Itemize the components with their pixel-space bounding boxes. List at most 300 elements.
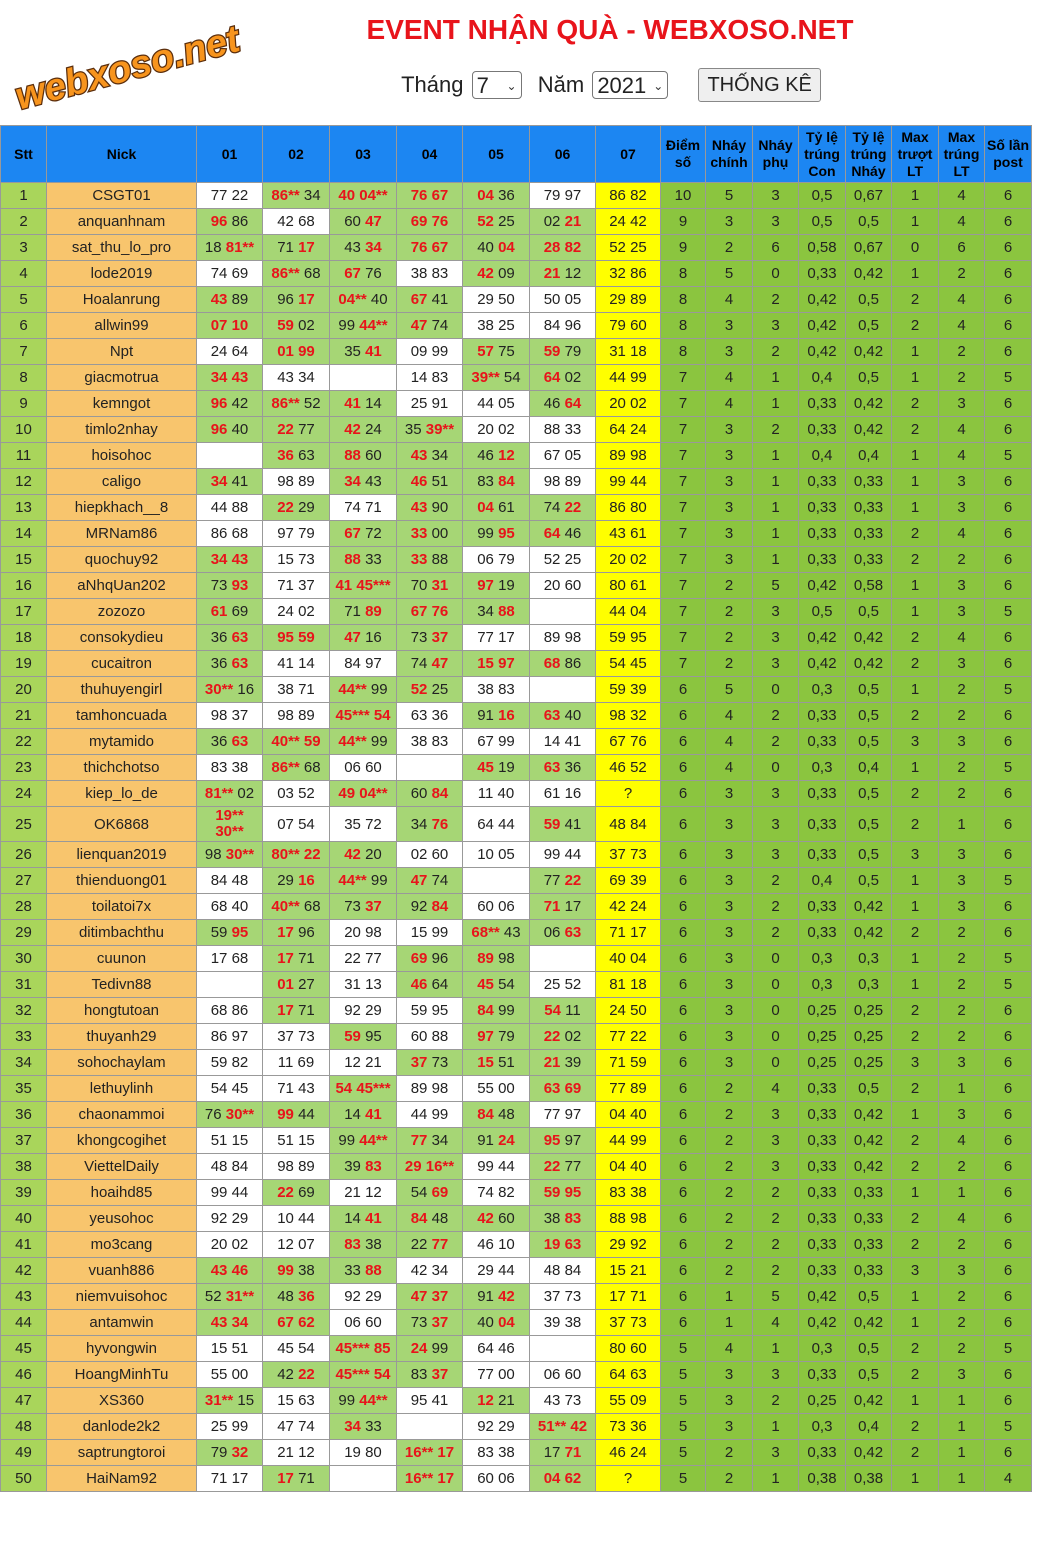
day-cell [463, 651, 530, 677]
stat-cell: 1 [892, 972, 939, 998]
number-pair: 99 [543, 846, 561, 863]
site-logo[interactable] [2, 6, 245, 119]
stat-cell: 6 [661, 677, 706, 703]
day-cell [330, 946, 397, 972]
day-cell [596, 1206, 661, 1232]
day-cell [397, 313, 463, 339]
number-pair: 19 [344, 1444, 361, 1461]
day-cell [330, 235, 397, 261]
number-pair: 77 [298, 421, 315, 438]
day-cell [530, 469, 596, 495]
stat-cell: 2 [892, 287, 939, 313]
day-cell [463, 339, 530, 365]
number-pair: 62 [298, 1314, 315, 1331]
day-cell [397, 781, 463, 807]
stat-cell: 5 [985, 365, 1032, 391]
number-pair: 34 [431, 447, 449, 464]
day-cell [330, 313, 397, 339]
number-pair: 48 [498, 1106, 515, 1123]
row-stt: 44 [1, 1310, 47, 1336]
stat-cell: 3 [939, 391, 985, 417]
stat-cell: 2 [706, 1128, 753, 1154]
day-cell [463, 1362, 530, 1388]
day-cell [530, 1414, 596, 1440]
day-cell [530, 755, 596, 781]
row-stt: 12 [1, 469, 47, 495]
number-pair: 99 [431, 343, 449, 360]
stat-cell: 0,5 [846, 868, 892, 894]
number-pair: 47 [365, 213, 382, 230]
day-cell [596, 807, 661, 842]
number-pair: 39 [630, 681, 647, 698]
number-pair: 85 [373, 1340, 391, 1357]
table-row [1, 1336, 1032, 1362]
number-pair: 71 [609, 1054, 626, 1071]
stat-cell: 1 [753, 547, 799, 573]
number-pair: 40 [231, 421, 249, 438]
row-stt: 42 [1, 1258, 47, 1284]
day-cell [596, 946, 661, 972]
day-cell [397, 894, 463, 920]
number-pair: 79 [609, 317, 626, 334]
stat-cell: 2 [753, 868, 799, 894]
number-pair: 77 [564, 1158, 582, 1175]
number-pair: 77 [543, 872, 561, 889]
number-pair: 84 [543, 317, 561, 334]
day-cell [530, 495, 596, 521]
number-pair: 24 [410, 1340, 428, 1357]
day-cell [330, 365, 397, 391]
number-pair: 54 [498, 976, 515, 993]
number-pair: 04** [338, 291, 367, 308]
row-nick: HoangMinhTu [47, 1362, 197, 1388]
day-cell [397, 365, 463, 391]
number-pair: 88 [365, 1262, 382, 1279]
stat-cell: 6 [661, 894, 706, 920]
number-pair: 80 [609, 577, 626, 594]
number-pair: 37 [365, 898, 382, 915]
day-cell [330, 920, 397, 946]
number-pair: 25 [543, 976, 561, 993]
stat-cell: 3 [939, 1102, 985, 1128]
column-header: 02 [263, 126, 330, 183]
day-cell [197, 1388, 263, 1414]
stat-cell: 1 [892, 1180, 939, 1206]
stat-cell: 2 [939, 1154, 985, 1180]
number-pair: 67 [277, 1314, 294, 1331]
table-row [1, 365, 1032, 391]
stat-cell: 3 [939, 729, 985, 755]
stat-cell: 3 [753, 842, 799, 868]
row-stt: 50 [1, 1466, 47, 1492]
number-pair: 04 [609, 1158, 626, 1175]
number-pair: 63 [630, 1366, 647, 1383]
stat-cell: 0,33 [799, 547, 846, 573]
stat-cell: 0,38 [846, 1466, 892, 1492]
number-pair: 67 [344, 265, 361, 282]
row-nick: vuanh886 [47, 1258, 197, 1284]
page-title: EVENT NHẬN QUÀ - WEBXOSO.NET [366, 14, 854, 45]
day-cell [197, 521, 263, 547]
stat-cell: 3 [753, 651, 799, 677]
stat-cell: 6 [661, 1284, 706, 1310]
number-pair: 02 [231, 1236, 249, 1253]
stat-cell: 5 [985, 868, 1032, 894]
day-cell [197, 1154, 263, 1180]
number-pair: 83 [431, 733, 449, 750]
stat-cell: 0,5 [846, 807, 892, 842]
number-pair: 88 [498, 603, 515, 620]
number-pair: 71 [277, 239, 294, 256]
number-pair: 99 [370, 733, 388, 750]
stat-cell: 1 [892, 443, 939, 469]
number-pair: 02 [564, 1028, 582, 1045]
stats-button[interactable]: THỐNG KÊ [698, 68, 820, 102]
day-cell [596, 547, 661, 573]
stat-cell: 4 [939, 625, 985, 651]
stat-cell: 9 [661, 235, 706, 261]
number-pair: 98 [609, 707, 626, 724]
day-cell [596, 781, 661, 807]
number-pair: 68 [303, 265, 321, 282]
day-cell [596, 868, 661, 894]
number-pair: 69 [609, 872, 626, 889]
day-cell [596, 313, 661, 339]
number-pair: 07 [277, 815, 294, 833]
table-header-row [1, 126, 1032, 183]
number-pair: 02 [498, 421, 515, 438]
number-pair: 86 [231, 213, 249, 230]
number-pair: 88 [431, 551, 449, 568]
day-cell [397, 1440, 463, 1466]
number-pair: 21 [277, 1444, 294, 1461]
stat-cell: 0,42 [846, 1128, 892, 1154]
day-cell [263, 1076, 330, 1102]
stat-cell: 3 [892, 729, 939, 755]
number-pair: 99 [277, 1106, 294, 1123]
number-pair: 54 [410, 1184, 428, 1201]
day-cell [530, 1388, 596, 1414]
number-pair: 41 [365, 1210, 382, 1227]
number-pair: 76 [630, 733, 647, 750]
number-pair: 39 [630, 872, 647, 889]
number-pair: 55 [477, 1080, 494, 1097]
stat-cell: 6 [985, 729, 1032, 755]
number-pair: 02 [543, 213, 561, 230]
day-cell [463, 1024, 530, 1050]
number-pair: 77 [365, 950, 382, 967]
row-nick: tamhoncuada [47, 703, 197, 729]
number-pair: 14 [344, 1106, 361, 1123]
number-pair: 71 [543, 898, 561, 915]
day-cell [596, 1024, 661, 1050]
number-pair: 86 [210, 1028, 228, 1045]
day-cell [463, 972, 530, 998]
number-pair: 17 [277, 950, 294, 967]
day-cell [330, 729, 397, 755]
day-cell [530, 261, 596, 287]
row-nick: kiep_lo_de [47, 781, 197, 807]
number-pair: 74 [410, 655, 428, 672]
stat-cell: 0,3 [799, 946, 846, 972]
number-pair: 73 [431, 1054, 449, 1071]
day-cell [263, 391, 330, 417]
number-pair: 17 [609, 1288, 626, 1305]
day-cell [197, 1076, 263, 1102]
number-pair: 51 [498, 1054, 515, 1071]
stat-cell: 0,42 [846, 651, 892, 677]
number-pair: 77 [609, 1080, 626, 1097]
stat-cell: 6 [985, 1180, 1032, 1206]
number-pair: 88 [431, 1028, 449, 1045]
number-pair: 41 [431, 1392, 449, 1409]
number-pair: 60 [431, 846, 449, 863]
number-pair: 06 [543, 1366, 561, 1383]
number-pair: 68 [231, 525, 249, 542]
number-pair: 50 [543, 291, 561, 308]
table-row [1, 339, 1032, 365]
stat-cell: 6 [985, 209, 1032, 235]
number-pair: 47 [431, 655, 449, 672]
number-pair: 40** [271, 898, 300, 915]
number-pair: 30** [225, 1106, 255, 1123]
day-cell [197, 1024, 263, 1050]
stat-cell: 1 [753, 365, 799, 391]
number-pair: 20 [210, 1236, 228, 1253]
column-header: Điểm số [661, 126, 706, 183]
number-pair: 22 [543, 1028, 561, 1045]
number-pair: 84 [477, 1106, 494, 1123]
row-stt: 4 [1, 261, 47, 287]
number-pair: 98 [630, 1210, 647, 1227]
day-cell [197, 1258, 263, 1284]
number-pair: 74 [210, 265, 228, 282]
day-cell [197, 868, 263, 894]
day-cell [596, 729, 661, 755]
stat-cell: 0,42 [846, 920, 892, 946]
day-cell [197, 1206, 263, 1232]
day-cell [530, 1284, 596, 1310]
stat-cell: 7 [661, 443, 706, 469]
stat-cell: 5 [661, 1336, 706, 1362]
number-pair: 68 [303, 759, 321, 776]
day-cell [330, 573, 397, 599]
day-cell [530, 625, 596, 651]
number-pair: 20 [543, 577, 561, 594]
number-pair: 41 [564, 733, 582, 750]
stat-cell: 2 [939, 703, 985, 729]
stat-cell: 1 [892, 599, 939, 625]
stat-cell: 4 [985, 1466, 1032, 1492]
number-pair: 88 [543, 421, 561, 438]
day-cell [463, 894, 530, 920]
year-select[interactable] [592, 71, 668, 99]
number-pair: 59 [210, 924, 228, 941]
row-nick: mytamido [47, 729, 197, 755]
number-pair: 86 [609, 187, 626, 204]
stat-cell: 6 [661, 972, 706, 998]
number-pair: 63 [298, 1392, 315, 1409]
day-cell [330, 651, 397, 677]
stat-cell: 0,5 [846, 365, 892, 391]
stat-cell: 1 [892, 495, 939, 521]
row-stt: 35 [1, 1076, 47, 1102]
day-cell [463, 625, 530, 651]
stat-cell: 0,42 [846, 1154, 892, 1180]
day-cell [596, 755, 661, 781]
day-cell [397, 495, 463, 521]
stat-cell: 0,4 [846, 1414, 892, 1440]
stat-cell: 0,25 [846, 1050, 892, 1076]
number-pair: 98 [210, 707, 228, 724]
day-cell [463, 729, 530, 755]
day-cell [463, 868, 530, 894]
day-cell [397, 1336, 463, 1362]
stat-cell: 6 [985, 287, 1032, 313]
day-cell [330, 1284, 397, 1310]
stat-cell: 2 [939, 755, 985, 781]
stat-cell: 2 [753, 1206, 799, 1232]
table-row [1, 625, 1032, 651]
stat-cell: 3 [753, 625, 799, 651]
stat-cell: 0 [753, 998, 799, 1024]
number-pair: 29 [609, 1236, 626, 1253]
day-cell [596, 183, 661, 209]
number-pair: 83 [431, 369, 449, 386]
number-pair: 60 [630, 1340, 647, 1357]
row-stt: 46 [1, 1362, 47, 1388]
day-cell [463, 417, 530, 443]
number-pair: ? [623, 785, 633, 802]
day-cell [197, 235, 263, 261]
number-pair: 32 [609, 265, 626, 282]
row-stt: 16 [1, 573, 47, 599]
month-select[interactable] [472, 71, 522, 99]
stat-cell: 0,42 [846, 1310, 892, 1336]
row-stt: 5 [1, 287, 47, 313]
day-cell [330, 547, 397, 573]
number-pair: 89 [298, 473, 315, 490]
number-pair: 07 [298, 1236, 315, 1253]
day-cell [263, 1388, 330, 1414]
number-pair: 79 [498, 1028, 515, 1045]
number-pair: 89 [231, 291, 249, 308]
number-pair: 14 [410, 369, 428, 386]
stat-cell: 2 [892, 625, 939, 651]
number-pair: 96 [298, 924, 315, 941]
stat-cell: 0,25 [799, 1024, 846, 1050]
number-pair: 34 [210, 369, 228, 386]
stat-cell: 0,58 [799, 235, 846, 261]
number-pair: 84 [344, 655, 361, 672]
day-cell [530, 1102, 596, 1128]
number-pair: 73 [564, 1392, 582, 1409]
day-cell [596, 1128, 661, 1154]
day-cell [330, 417, 397, 443]
stat-cell: 5 [753, 1284, 799, 1310]
stat-cell: 6 [661, 868, 706, 894]
stat-cell: 1 [892, 365, 939, 391]
day-cell [596, 469, 661, 495]
number-pair: 96 [431, 950, 449, 967]
stat-cell: 2 [939, 1310, 985, 1336]
stat-cell: 3 [706, 842, 753, 868]
number-pair: 69 [297, 1054, 315, 1071]
number-pair: 10 [231, 317, 249, 334]
number-pair: 38 [630, 1184, 647, 1201]
row-nick: kemngot [47, 391, 197, 417]
stat-cell: 3 [706, 946, 753, 972]
number-pair: 45 [277, 1340, 294, 1357]
day-cell [463, 842, 530, 868]
number-pair: 73 [210, 577, 228, 594]
number-pair: 25 [431, 681, 449, 698]
number-pair: 06 [498, 898, 515, 915]
table-row [1, 1128, 1032, 1154]
number-pair: 38 [277, 681, 294, 698]
day-cell [596, 573, 661, 599]
number-pair: 68** [471, 924, 500, 941]
number-pair: 52 [609, 239, 626, 256]
number-pair: ? [623, 1470, 633, 1487]
day-cell [263, 781, 330, 807]
number-pair: 92 [410, 898, 428, 915]
stat-cell: 3 [753, 781, 799, 807]
stat-cell: 3 [753, 1440, 799, 1466]
number-pair: 59 [410, 1002, 428, 1019]
number-pair: 54 [210, 1080, 228, 1097]
number-pair: 42 [277, 213, 294, 230]
number-pair: 63 [564, 924, 582, 941]
stat-cell: 1 [939, 1388, 985, 1414]
day-cell [263, 651, 330, 677]
number-pair: 42 [410, 1262, 428, 1279]
stat-cell: 0,67 [846, 235, 892, 261]
number-pair: 43 [277, 369, 294, 386]
number-pair: 21 [564, 213, 582, 230]
stat-cell: 0,42 [799, 313, 846, 339]
table-row [1, 469, 1032, 495]
table-row [1, 599, 1032, 625]
day-cell [463, 1414, 530, 1440]
number-pair: 88 [231, 499, 249, 516]
number-pair: 39** [471, 369, 500, 386]
number-pair: 61 [498, 499, 515, 516]
day-cell [397, 573, 463, 599]
number-pair: 29 [477, 291, 494, 308]
day-cell [397, 998, 463, 1024]
stat-cell: 2 [753, 920, 799, 946]
stat-cell: 7 [661, 469, 706, 495]
number-pair: 77 [543, 1106, 561, 1123]
stat-cell: 1 [939, 1180, 985, 1206]
number-pair: 02 [237, 785, 255, 802]
stat-cell: 5 [661, 1440, 706, 1466]
number-pair: 02 [410, 846, 428, 863]
number-pair: 16 [298, 872, 315, 889]
day-cell [530, 547, 596, 573]
number-pair: 99 [298, 343, 315, 360]
stat-cell: 7 [661, 495, 706, 521]
day-cell [530, 1362, 596, 1388]
number-pair: 37 [609, 846, 626, 863]
stat-cell: 6 [985, 521, 1032, 547]
stat-cell: 5 [661, 1362, 706, 1388]
day-cell [197, 1336, 263, 1362]
stat-cell: 5 [753, 573, 799, 599]
table-row [1, 651, 1032, 677]
day-cell [530, 729, 596, 755]
